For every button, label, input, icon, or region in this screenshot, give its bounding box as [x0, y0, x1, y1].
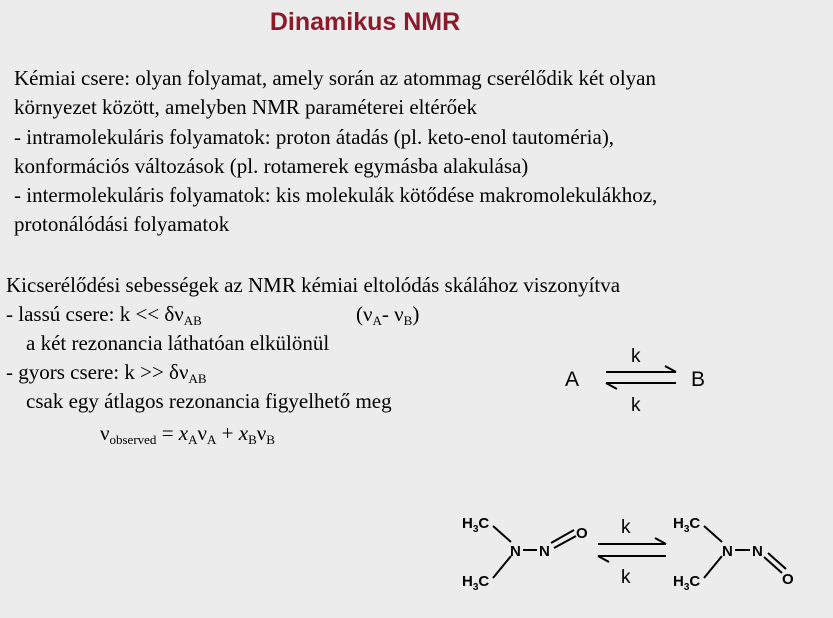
slow-exchange-subscript: AB	[183, 313, 202, 328]
page-title: Dinamikus NMR	[269, 8, 461, 36]
intro-line: környezet között, amelyben NMR paraméterei eltérőek	[14, 95, 477, 120]
rates-heading: Kicserélődési sebességek az NMR kémiai eltolódás skálához viszonyítva	[6, 273, 621, 297]
slow-exchange-label: - lassú csere: k << δν	[6, 302, 184, 326]
methyl-group-bottom: $H_3C$	[462, 573, 490, 593]
observed-frequency-formula: $\nu_{observed} = x_A\nu_A + x_B\nu_B$	[100, 421, 275, 447]
nitroso-oxygen: O	[782, 571, 794, 588]
molecule-reverse-rate: k	[621, 567, 631, 588]
molecule-forward-rate: k	[621, 517, 631, 538]
intro-line: - intermolekuláris folyamatok: kis molekulák kötődése makromolekulákhoz,	[14, 183, 658, 208]
intro-line: protonálódási folyamatok	[14, 212, 230, 237]
nitrosamine-molecule-left	[462, 515, 588, 593]
reverse-rate-label: k	[631, 395, 641, 416]
intro-line: - intramolekuláris folyamatok: proton átadás (pl. keto-enol tautoméria),	[14, 124, 615, 149]
forward-arrow-icon	[606, 366, 676, 372]
fast-exchange-subscript: AB	[188, 371, 207, 386]
reverse-arrow-icon	[606, 383, 676, 389]
frequency-difference-note: ($\nu_A-$ $\nu_B$)	[356, 302, 420, 328]
fast-exchange-label: - gyors csere: k >> δν	[6, 360, 189, 384]
methyl-group-top: $H_3C$	[462, 515, 490, 535]
forward-rate-label: k	[631, 346, 641, 367]
molecule-reverse-arrow-icon	[598, 556, 666, 562]
species-b-label: B	[691, 368, 706, 391]
nitroso-nitrogen: N	[752, 543, 763, 560]
molecule-equilibrium	[598, 517, 666, 588]
right-molecule-bonds	[704, 526, 786, 578]
intro-line: konformációs változások (pl. rotamerek egymásba alakulása)	[14, 153, 529, 178]
nitroso-nitrogen: N	[539, 543, 550, 560]
methyl-group-bottom: $H_3C$	[673, 573, 701, 593]
amine-nitrogen: N	[510, 543, 521, 560]
fast-exchange-description: csak egy átlagos rezonancia figyelhető meg	[26, 389, 392, 413]
nitrosamine-molecule-right	[673, 515, 794, 593]
methyl-group-top: $H_3C$	[673, 515, 701, 535]
slow-exchange-description: a két rezonancia láthatóan elkülönül	[26, 331, 330, 355]
left-molecule-bonds	[493, 526, 576, 578]
species-a-label: A	[565, 368, 580, 391]
equilibrium-diagram	[565, 346, 705, 416]
amine-nitrogen: N	[722, 543, 733, 560]
intro-line: Kémiai csere: olyan folyamat, amely során az atommag cserélődik két olyan	[14, 66, 657, 90]
molecule-forward-arrow-icon	[598, 538, 666, 544]
nitroso-oxygen: O	[576, 525, 588, 542]
